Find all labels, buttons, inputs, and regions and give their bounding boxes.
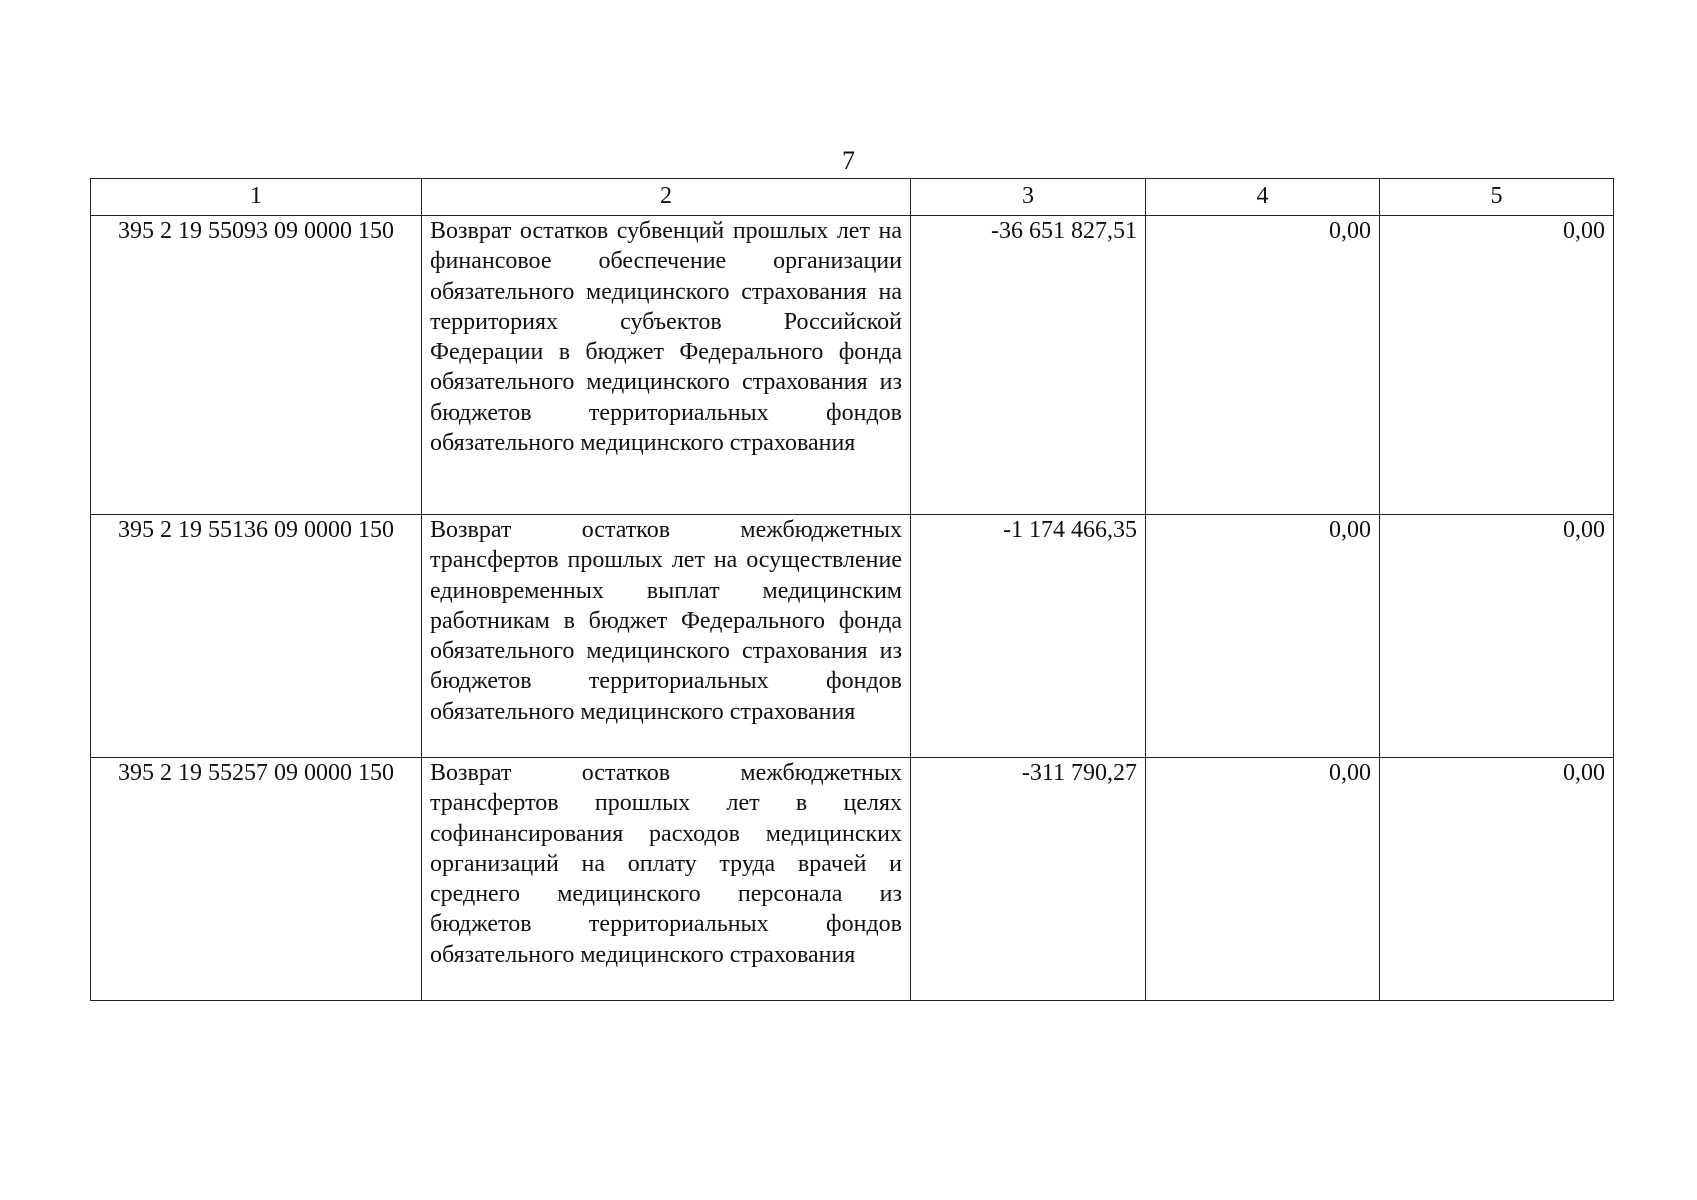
budget-code: 395 2 19 55136 09 0000 150 bbox=[91, 515, 422, 758]
amount-col3: -36 651 827,51 bbox=[911, 216, 1146, 515]
column-header-4: 4 bbox=[1146, 179, 1380, 216]
row-description: Возврат остатков субвенций прошлых лет на финансовое обеспечение организации обязательного медицинского страхования на территориях субъектов Российской Федерации в бюджет Федерального фонда обязательного медицинского страхования из бюджетов территориальных фондов обязательного медицинского страхования bbox=[422, 216, 911, 515]
amount-col4: 0,00 bbox=[1146, 515, 1380, 758]
table-row bbox=[91, 758, 1614, 1001]
table-row bbox=[91, 216, 1614, 515]
amount-col5: 0,00 bbox=[1380, 758, 1614, 1001]
table-row bbox=[91, 515, 1614, 758]
column-header-1: 1 bbox=[91, 179, 422, 216]
table-header-row bbox=[91, 179, 1614, 216]
row-description: Возврат остатков межбюджетных трансфертов прошлых лет на осуществление единовременных выплат медицинским работникам в бюджет Федерального фонда обязательного медицинского страхования из бюджетов территориальных фондов обязательного медицинского страхования bbox=[422, 515, 911, 758]
amount-col4: 0,00 bbox=[1146, 216, 1380, 515]
budget-code: 395 2 19 55257 09 0000 150 bbox=[91, 758, 422, 1001]
amount-col3: -1 174 466,35 bbox=[911, 515, 1146, 758]
page-number: 7 bbox=[842, 146, 855, 175]
column-header-3: 3 bbox=[911, 179, 1146, 216]
budget-table bbox=[90, 178, 1614, 1001]
amount-col3: -311 790,27 bbox=[911, 758, 1146, 1001]
column-header-2: 2 bbox=[422, 179, 911, 216]
amount-col5: 0,00 bbox=[1380, 216, 1614, 515]
amount-col5: 0,00 bbox=[1380, 515, 1614, 758]
column-header-5: 5 bbox=[1380, 179, 1614, 216]
amount-col4: 0,00 bbox=[1146, 758, 1380, 1001]
budget-code: 395 2 19 55093 09 0000 150 bbox=[91, 216, 422, 515]
row-description: Возврат остатков межбюджетных трансфертов прошлых лет в целях софинансирования расходов медицинских организаций на оплату труда врачей и среднего медицинского персонала из бюджетов территориальных фондов обязательного медицинского страхования bbox=[422, 758, 911, 1001]
